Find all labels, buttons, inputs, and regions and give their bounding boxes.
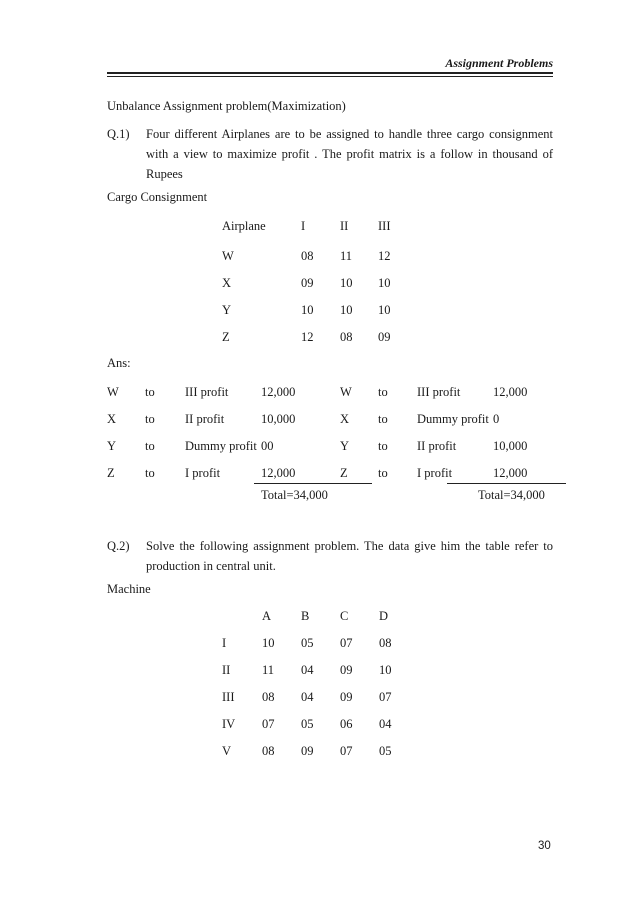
answer-total: Total=34,000 [261,488,328,502]
q2-cell: 07 [340,636,353,650]
answer-assignment: III profit [417,385,461,399]
answer-from: Z [107,466,115,480]
q1-table-caption: Cargo Consignment [107,190,208,204]
answer-assignment: III profit [185,385,229,399]
page-number: 30 [538,840,551,852]
q2-cell: 08 [379,636,392,650]
q1-cell: 11 [340,249,353,263]
answer-value: 12,000 [493,385,528,399]
q1-cell: 08 [301,249,314,263]
q2-cell: 11 [262,663,275,677]
answer-to: to [378,439,388,453]
q1-label: Q.1) [107,127,130,141]
q1-cell: 10 [378,303,391,317]
q2-cell: 07 [340,744,353,758]
q1-cell: 12 [378,249,391,263]
total-underline [447,483,566,484]
section-title: Unbalance Assignment problem(Maximization) [107,99,346,113]
q2-cell: 09 [301,744,314,758]
q2-row-label: V [222,744,232,758]
q1-col-header: III [378,219,391,233]
q1-table-corner: Airplane [222,219,266,233]
q2-col-header: D [379,609,389,623]
answer-from: Z [340,466,348,480]
answer-assignment: Dummy profit [185,439,257,453]
q2-col-header: A [262,609,272,623]
total-underline [254,483,372,484]
answer-to: to [378,412,388,426]
q2-row-label: II [222,663,231,677]
answer-value: 10,000 [261,412,296,426]
q2-cell: 05 [379,744,392,758]
q2-cell: 05 [301,717,314,731]
q2-cell: 05 [301,636,314,650]
q2-row-label: I [222,636,227,650]
answer-value: 00 [261,439,274,453]
q2-cell: 10 [262,636,275,650]
q1-text: Four different Airplanes are to be assigned to handle three cargo consignment with a view to maximize profit . The profit matrix is a follow in thousand of Rupees [146,127,553,181]
answer-label: Ans: [107,356,131,370]
answer-from: Y [107,439,117,453]
answer-to: to [145,412,155,426]
q2-cell: 04 [301,663,314,677]
answer-value: 12,000 [261,466,296,480]
q2-col-header: B [301,609,310,623]
q2-table-caption: Machine [107,582,151,596]
answer-from: Y [340,439,350,453]
q2-text: Solve the following assignment problem. The data give him the table refer to production in central unit. [146,539,553,573]
answer-to: to [145,385,155,399]
q2-cell: 09 [340,663,353,677]
answer-from: W [107,385,119,399]
answer-assignment: II profit [417,439,457,453]
answer-to: to [145,466,155,480]
answer-total: Total=34,000 [478,488,545,502]
answer-to: to [378,385,388,399]
q1-cell: 09 [301,276,314,290]
q1-row-label: W [222,249,234,263]
answer-assignment: II profit [185,412,225,426]
answer-from: X [107,412,117,426]
answer-from: X [340,412,350,426]
q2-cell: 07 [262,717,275,731]
q2-cell: 07 [379,690,392,704]
q1-row-label: Y [222,303,232,317]
q2-row-label: III [222,690,235,704]
q2-cell: 09 [340,690,353,704]
answer-assignment: I profit [185,466,221,480]
q1-cell: 10 [378,276,391,290]
q1-cell: 10 [340,276,353,290]
q1-col-header: I [301,219,306,233]
answer-value: 12,000 [493,466,528,480]
running-header-title: Assignment Problems [445,56,553,70]
q2-cell: 06 [340,717,353,731]
answer-assignment: I profit [417,466,453,480]
answer-assignment: Dummy profit [417,412,489,426]
header-rule-thick [107,72,553,74]
q2-cell: 04 [379,717,392,731]
q1-cell: 10 [340,303,353,317]
answer-to: to [145,439,155,453]
q1-cell: 12 [301,330,314,344]
q2-row-label: IV [222,717,236,731]
answer-value: 12,000 [261,385,296,399]
q2-cell: 04 [301,690,314,704]
answer-from: W [340,385,352,399]
q2-col-header: C [340,609,349,623]
answer-to: to [378,466,388,480]
q2-cell: 08 [262,690,275,704]
q2-cell: 08 [262,744,275,758]
q1-row-label: X [222,276,232,290]
q1-cell: 10 [301,303,314,317]
q1-cell: 08 [340,330,353,344]
header-rule-thin [107,76,553,77]
q1-col-header: II [340,219,349,233]
q1-row-label: Z [222,330,230,344]
q1-cell: 09 [378,330,391,344]
answer-value: 0 [493,412,500,426]
q2-label: Q.2) [107,539,130,553]
answer-value: 10,000 [493,439,528,453]
q2-cell: 10 [379,663,392,677]
